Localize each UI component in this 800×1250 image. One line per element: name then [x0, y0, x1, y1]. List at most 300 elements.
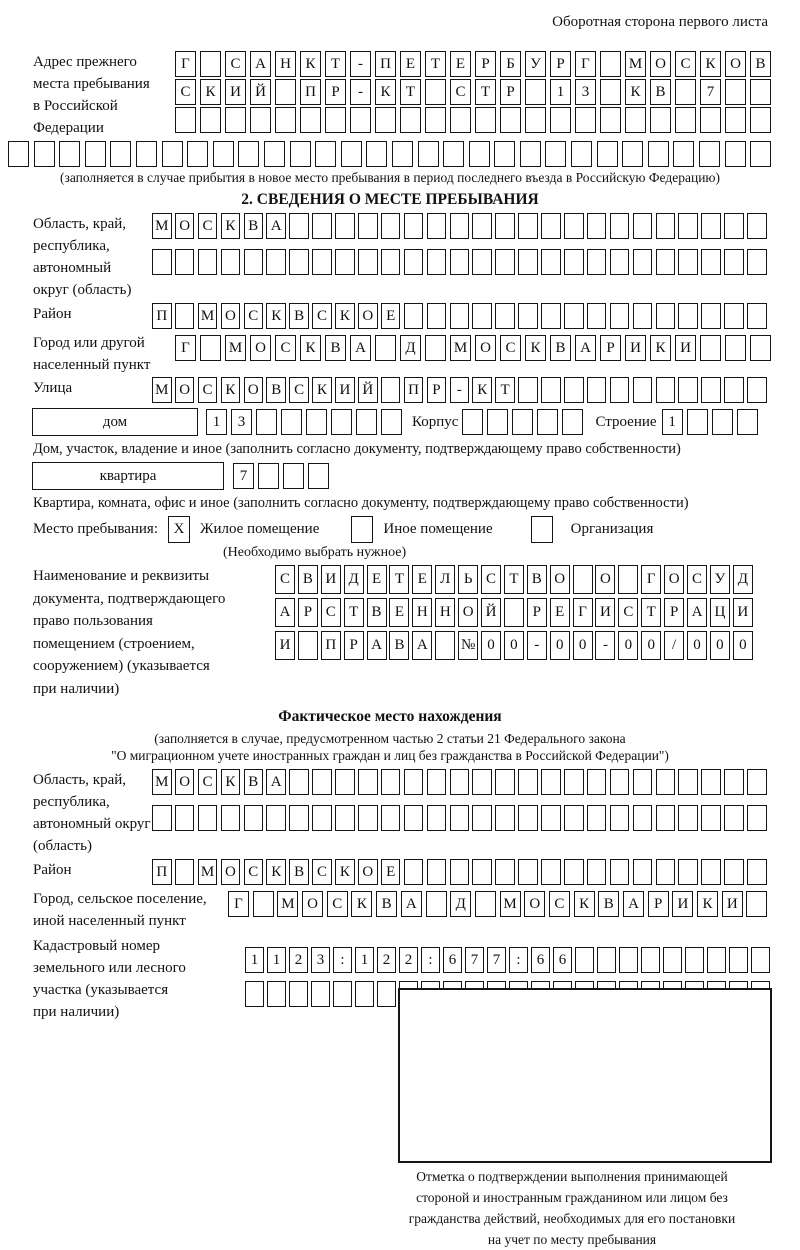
char-cell[interactable]	[747, 303, 767, 329]
char-cell[interactable]	[213, 141, 234, 167]
char-cell[interactable]: К	[312, 377, 332, 403]
char-cell[interactable]	[564, 805, 584, 831]
char-cell[interactable]: С	[198, 213, 218, 239]
char-cell[interactable]: К	[200, 79, 221, 105]
char-cell[interactable]	[518, 769, 538, 795]
char-cell[interactable]	[525, 79, 546, 105]
char-cell[interactable]: Т	[389, 565, 409, 594]
char-cell[interactable]	[587, 249, 607, 275]
char-cell[interactable]: Д	[344, 565, 364, 594]
char-cell[interactable]: Р	[325, 79, 346, 105]
char-cell[interactable]: В	[289, 859, 309, 885]
char-cell[interactable]	[724, 213, 744, 239]
char-cell[interactable]: Е	[381, 303, 401, 329]
char-cell[interactable]	[725, 79, 746, 105]
char-cell[interactable]	[520, 141, 541, 167]
char-cell[interactable]	[427, 859, 447, 885]
char-cell[interactable]: Н	[435, 598, 455, 627]
char-cell[interactable]: К	[472, 377, 492, 403]
char-cell[interactable]	[198, 249, 218, 275]
char-cell[interactable]: 7	[233, 463, 254, 489]
char-cell[interactable]	[381, 213, 401, 239]
char-cell[interactable]	[381, 249, 401, 275]
char-cell[interactable]: Ц	[710, 598, 730, 627]
char-cell[interactable]	[34, 141, 55, 167]
char-cell[interactable]	[495, 303, 515, 329]
char-cell[interactable]: 0	[550, 631, 570, 660]
char-cell[interactable]: И	[625, 335, 646, 361]
char-cell[interactable]: И	[733, 598, 753, 627]
char-cell[interactable]	[290, 141, 311, 167]
char-cell[interactable]	[225, 107, 246, 133]
char-cell[interactable]	[541, 249, 561, 275]
char-cell[interactable]: -	[350, 79, 371, 105]
char-cell[interactable]	[622, 141, 643, 167]
char-cell[interactable]	[404, 303, 424, 329]
char-cell[interactable]	[487, 409, 508, 435]
char-cell[interactable]	[472, 249, 492, 275]
char-cell[interactable]: Е	[450, 51, 471, 77]
char-cell[interactable]: В	[389, 631, 409, 660]
char-cell[interactable]	[618, 565, 638, 594]
char-cell[interactable]: С	[549, 891, 570, 917]
char-cell[interactable]	[475, 107, 496, 133]
char-cell[interactable]: -	[527, 631, 547, 660]
char-cell[interactable]	[358, 769, 378, 795]
char-cell[interactable]	[59, 141, 80, 167]
char-cell[interactable]	[358, 249, 378, 275]
char-cell[interactable]: Е	[381, 859, 401, 885]
char-cell[interactable]: К	[697, 891, 718, 917]
char-cell[interactable]: Й	[358, 377, 378, 403]
char-cell[interactable]: 0	[687, 631, 707, 660]
char-cell[interactable]	[541, 859, 561, 885]
char-cell[interactable]	[308, 463, 329, 489]
char-cell[interactable]	[475, 891, 496, 917]
char-cell[interactable]: О	[664, 565, 684, 594]
char-cell[interactable]	[472, 805, 492, 831]
char-cell[interactable]	[335, 249, 355, 275]
char-cell[interactable]	[85, 141, 106, 167]
char-cell[interactable]	[495, 249, 515, 275]
char-cell[interactable]	[600, 79, 621, 105]
char-cell[interactable]: В	[527, 565, 547, 594]
char-cell[interactable]	[495, 769, 515, 795]
char-cell[interactable]	[427, 249, 447, 275]
char-cell[interactable]: -	[595, 631, 615, 660]
char-cell[interactable]: А	[412, 631, 432, 660]
char-cell[interactable]	[300, 107, 321, 133]
char-cell[interactable]: О	[650, 51, 671, 77]
char-cell[interactable]: Л	[435, 565, 455, 594]
char-cell[interactable]	[312, 213, 332, 239]
char-cell[interactable]: С	[312, 303, 332, 329]
char-cell[interactable]	[375, 107, 396, 133]
char-cell[interactable]	[175, 107, 196, 133]
char-cell[interactable]: М	[277, 891, 298, 917]
char-cell[interactable]	[541, 303, 561, 329]
char-cell[interactable]: Т	[641, 598, 661, 627]
char-cell[interactable]	[450, 859, 470, 885]
char-cell[interactable]	[358, 213, 378, 239]
char-cell[interactable]: И	[675, 335, 696, 361]
char-cell[interactable]: Т	[504, 565, 524, 594]
char-cell[interactable]	[355, 981, 374, 1007]
char-cell[interactable]	[392, 141, 413, 167]
char-cell[interactable]: 1	[245, 947, 264, 973]
char-cell[interactable]	[701, 805, 721, 831]
char-cell[interactable]	[256, 409, 277, 435]
char-cell[interactable]	[633, 805, 653, 831]
stamp-box[interactable]	[398, 988, 772, 1163]
char-cell[interactable]	[610, 303, 630, 329]
char-cell[interactable]: 0	[481, 631, 501, 660]
char-cell[interactable]	[610, 213, 630, 239]
char-cell[interactable]	[472, 303, 492, 329]
char-cell[interactable]: У	[710, 565, 730, 594]
char-cell[interactable]: 0	[504, 631, 524, 660]
char-cell[interactable]: М	[152, 377, 172, 403]
char-cell[interactable]	[404, 859, 424, 885]
char-cell[interactable]: М	[198, 859, 218, 885]
char-cell[interactable]: Т	[495, 377, 515, 403]
char-cell[interactable]	[162, 141, 183, 167]
char-cell[interactable]	[724, 859, 744, 885]
char-cell[interactable]: 0	[710, 631, 730, 660]
char-cell[interactable]	[663, 947, 682, 973]
char-cell[interactable]	[678, 805, 698, 831]
char-cell[interactable]	[587, 303, 607, 329]
char-cell[interactable]: Р	[475, 51, 496, 77]
char-cell[interactable]	[366, 141, 387, 167]
char-cell[interactable]: Е	[400, 51, 421, 77]
char-cell[interactable]: И	[275, 631, 295, 660]
char-cell[interactable]: Р	[648, 891, 669, 917]
char-cell[interactable]	[289, 981, 308, 1007]
char-cell[interactable]	[751, 947, 770, 973]
char-cell[interactable]	[494, 141, 515, 167]
char-cell[interactable]	[699, 141, 720, 167]
char-cell[interactable]	[250, 107, 271, 133]
char-cell[interactable]: Р	[298, 598, 318, 627]
char-cell[interactable]: Е	[389, 598, 409, 627]
char-cell[interactable]	[610, 377, 630, 403]
char-cell[interactable]	[575, 107, 596, 133]
char-cell[interactable]: М	[198, 303, 218, 329]
char-cell[interactable]	[266, 249, 286, 275]
char-cell[interactable]	[564, 377, 584, 403]
char-cell[interactable]: К	[266, 303, 286, 329]
char-cell[interactable]	[358, 805, 378, 831]
char-cell[interactable]	[750, 107, 771, 133]
char-cell[interactable]	[450, 303, 470, 329]
char-cell[interactable]: 7	[487, 947, 506, 973]
char-cell[interactable]	[244, 805, 264, 831]
char-cell[interactable]: В	[750, 51, 771, 77]
char-cell[interactable]	[747, 859, 767, 885]
char-cell[interactable]	[575, 947, 594, 973]
char-cell[interactable]	[356, 409, 377, 435]
char-cell[interactable]	[650, 107, 671, 133]
char-cell[interactable]: П	[152, 859, 172, 885]
char-cell[interactable]: 1	[267, 947, 286, 973]
char-cell[interactable]	[587, 859, 607, 885]
char-cell[interactable]: 1	[550, 79, 571, 105]
char-cell[interactable]: С	[687, 565, 707, 594]
char-cell[interactable]	[537, 409, 558, 435]
char-cell[interactable]: :	[421, 947, 440, 973]
char-cell[interactable]: В	[376, 891, 397, 917]
char-cell[interactable]: К	[266, 859, 286, 885]
char-cell[interactable]	[400, 107, 421, 133]
char-cell[interactable]	[275, 79, 296, 105]
char-cell[interactable]: Г	[641, 565, 661, 594]
char-cell[interactable]: С	[312, 859, 332, 885]
char-cell[interactable]: И	[335, 377, 355, 403]
char-cell[interactable]: С	[175, 79, 196, 105]
char-cell[interactable]: С	[275, 335, 296, 361]
char-cell[interactable]: С	[321, 598, 341, 627]
char-cell[interactable]: О	[725, 51, 746, 77]
char-cell[interactable]: 6	[443, 947, 462, 973]
char-cell[interactable]: Р	[664, 598, 684, 627]
char-cell[interactable]: А	[687, 598, 707, 627]
char-cell[interactable]: Г	[175, 51, 196, 77]
char-cell[interactable]: С	[244, 859, 264, 885]
char-cell[interactable]	[541, 213, 561, 239]
char-cell[interactable]: П	[375, 51, 396, 77]
char-cell[interactable]: К	[221, 377, 241, 403]
char-cell[interactable]: Н	[412, 598, 432, 627]
char-cell[interactable]	[341, 141, 362, 167]
char-cell[interactable]	[504, 598, 524, 627]
char-cell[interactable]: О	[358, 859, 378, 885]
char-cell[interactable]: К	[335, 859, 355, 885]
char-cell[interactable]	[724, 769, 744, 795]
char-cell[interactable]	[198, 805, 218, 831]
char-cell[interactable]: О	[475, 335, 496, 361]
char-cell[interactable]	[377, 981, 396, 1007]
char-cell[interactable]	[325, 107, 346, 133]
char-cell[interactable]	[298, 631, 318, 660]
char-cell[interactable]	[562, 409, 583, 435]
char-cell[interactable]	[633, 377, 653, 403]
char-cell[interactable]	[675, 79, 696, 105]
char-cell[interactable]: К	[525, 335, 546, 361]
char-cell[interactable]: П	[321, 631, 341, 660]
char-cell[interactable]	[633, 249, 653, 275]
char-cell[interactable]	[700, 107, 721, 133]
char-cell[interactable]	[564, 213, 584, 239]
char-cell[interactable]	[725, 335, 746, 361]
char-cell[interactable]	[701, 769, 721, 795]
char-cell[interactable]: К	[375, 79, 396, 105]
char-cell[interactable]	[472, 213, 492, 239]
char-cell[interactable]	[404, 805, 424, 831]
char-cell[interactable]: В	[598, 891, 619, 917]
char-cell[interactable]: М	[500, 891, 521, 917]
char-cell[interactable]	[450, 213, 470, 239]
char-cell[interactable]: А	[367, 631, 387, 660]
char-cell[interactable]: Г	[573, 598, 593, 627]
char-cell[interactable]	[707, 947, 726, 973]
char-cell[interactable]	[712, 409, 733, 435]
char-cell[interactable]: И	[595, 598, 615, 627]
char-cell[interactable]	[335, 805, 355, 831]
char-cell[interactable]	[306, 409, 327, 435]
char-cell[interactable]: Т	[475, 79, 496, 105]
char-cell[interactable]	[678, 303, 698, 329]
char-cell[interactable]: Е	[367, 565, 387, 594]
char-cell[interactable]	[375, 335, 396, 361]
char-cell[interactable]	[335, 769, 355, 795]
char-cell[interactable]: А	[350, 335, 371, 361]
char-cell[interactable]	[200, 335, 221, 361]
char-cell[interactable]: К	[300, 51, 321, 77]
char-cell[interactable]: :	[333, 947, 352, 973]
char-cell[interactable]	[597, 141, 618, 167]
char-cell[interactable]: 0	[641, 631, 661, 660]
char-cell[interactable]	[610, 859, 630, 885]
char-cell[interactable]: Е	[412, 565, 432, 594]
char-cell[interactable]	[418, 141, 439, 167]
char-cell[interactable]: 0	[573, 631, 593, 660]
char-cell[interactable]: П	[152, 303, 172, 329]
char-cell[interactable]	[404, 769, 424, 795]
char-cell[interactable]	[450, 107, 471, 133]
char-cell[interactable]: Б	[500, 51, 521, 77]
char-cell[interactable]: М	[625, 51, 646, 77]
char-cell[interactable]	[724, 377, 744, 403]
char-cell[interactable]: С	[481, 565, 501, 594]
char-cell[interactable]: А	[623, 891, 644, 917]
char-cell[interactable]: 2	[377, 947, 396, 973]
char-cell[interactable]: Т	[325, 51, 346, 77]
char-cell[interactable]	[381, 769, 401, 795]
char-cell[interactable]	[152, 805, 172, 831]
char-cell[interactable]	[312, 769, 332, 795]
char-cell[interactable]: В	[244, 213, 264, 239]
char-cell[interactable]: В	[266, 377, 286, 403]
char-cell[interactable]: О	[302, 891, 323, 917]
char-cell[interactable]: Т	[344, 598, 364, 627]
char-cell[interactable]	[443, 141, 464, 167]
char-cell[interactable]: А	[266, 769, 286, 795]
char-cell[interactable]	[425, 107, 446, 133]
char-cell[interactable]	[725, 141, 746, 167]
char-cell[interactable]	[564, 769, 584, 795]
char-cell[interactable]	[187, 141, 208, 167]
char-cell[interactable]	[564, 303, 584, 329]
char-cell[interactable]: Р	[527, 598, 547, 627]
char-cell[interactable]	[425, 335, 446, 361]
char-cell[interactable]	[258, 463, 279, 489]
char-cell[interactable]: /	[664, 631, 684, 660]
char-cell[interactable]: П	[300, 79, 321, 105]
char-cell[interactable]: О	[524, 891, 545, 917]
char-cell[interactable]	[469, 141, 490, 167]
char-cell[interactable]	[110, 141, 131, 167]
char-cell[interactable]: С	[198, 377, 218, 403]
char-cell[interactable]	[700, 335, 721, 361]
char-cell[interactable]	[701, 303, 721, 329]
char-cell[interactable]	[678, 249, 698, 275]
char-cell[interactable]	[701, 859, 721, 885]
char-cell[interactable]	[701, 213, 721, 239]
char-cell[interactable]	[381, 409, 402, 435]
char-cell[interactable]	[495, 805, 515, 831]
char-cell[interactable]: С	[327, 891, 348, 917]
char-cell[interactable]: К	[300, 335, 321, 361]
char-cell[interactable]	[427, 805, 447, 831]
char-cell[interactable]: -	[350, 51, 371, 77]
char-cell[interactable]	[724, 303, 744, 329]
char-cell[interactable]	[746, 891, 767, 917]
char-cell[interactable]: К	[574, 891, 595, 917]
char-cell[interactable]: У	[525, 51, 546, 77]
char-cell[interactable]	[350, 107, 371, 133]
char-cell[interactable]: О	[250, 335, 271, 361]
char-cell[interactable]	[427, 769, 447, 795]
char-cell[interactable]	[545, 141, 566, 167]
char-cell[interactable]	[283, 463, 304, 489]
char-cell[interactable]	[724, 805, 744, 831]
char-cell[interactable]: П	[404, 377, 424, 403]
char-cell[interactable]: В	[650, 79, 671, 105]
char-cell[interactable]	[518, 249, 538, 275]
char-cell[interactable]: Р	[550, 51, 571, 77]
char-cell[interactable]	[747, 213, 767, 239]
char-cell[interactable]	[541, 377, 561, 403]
char-cell[interactable]	[725, 107, 746, 133]
char-cell[interactable]: О	[175, 769, 195, 795]
char-cell[interactable]: А	[250, 51, 271, 77]
char-cell[interactable]	[425, 79, 446, 105]
char-cell[interactable]	[673, 141, 694, 167]
char-cell[interactable]	[648, 141, 669, 167]
char-cell[interactable]: С	[244, 303, 264, 329]
char-cell[interactable]: С	[289, 377, 309, 403]
char-cell[interactable]	[512, 409, 533, 435]
char-cell[interactable]	[625, 107, 646, 133]
char-cell[interactable]	[525, 107, 546, 133]
char-cell[interactable]: И	[672, 891, 693, 917]
char-cell[interactable]: 2	[399, 947, 418, 973]
char-cell[interactable]: А	[266, 213, 286, 239]
char-cell[interactable]: В	[298, 565, 318, 594]
char-cell[interactable]	[678, 859, 698, 885]
char-cell[interactable]: К	[221, 213, 241, 239]
char-cell[interactable]	[750, 79, 771, 105]
char-cell[interactable]	[597, 947, 616, 973]
char-cell[interactable]	[541, 769, 561, 795]
char-cell[interactable]	[587, 769, 607, 795]
char-cell[interactable]	[656, 805, 676, 831]
char-cell[interactable]: 1	[662, 409, 683, 435]
char-cell[interactable]	[253, 891, 274, 917]
char-cell[interactable]: С	[675, 51, 696, 77]
char-cell[interactable]	[289, 805, 309, 831]
char-cell[interactable]: И	[321, 565, 341, 594]
char-cell[interactable]	[678, 213, 698, 239]
char-cell[interactable]	[656, 377, 676, 403]
char-cell[interactable]	[685, 947, 704, 973]
char-cell[interactable]	[281, 409, 302, 435]
char-cell[interactable]	[587, 805, 607, 831]
char-cell[interactable]	[175, 303, 195, 329]
char-cell[interactable]: В	[244, 769, 264, 795]
char-cell[interactable]	[289, 769, 309, 795]
